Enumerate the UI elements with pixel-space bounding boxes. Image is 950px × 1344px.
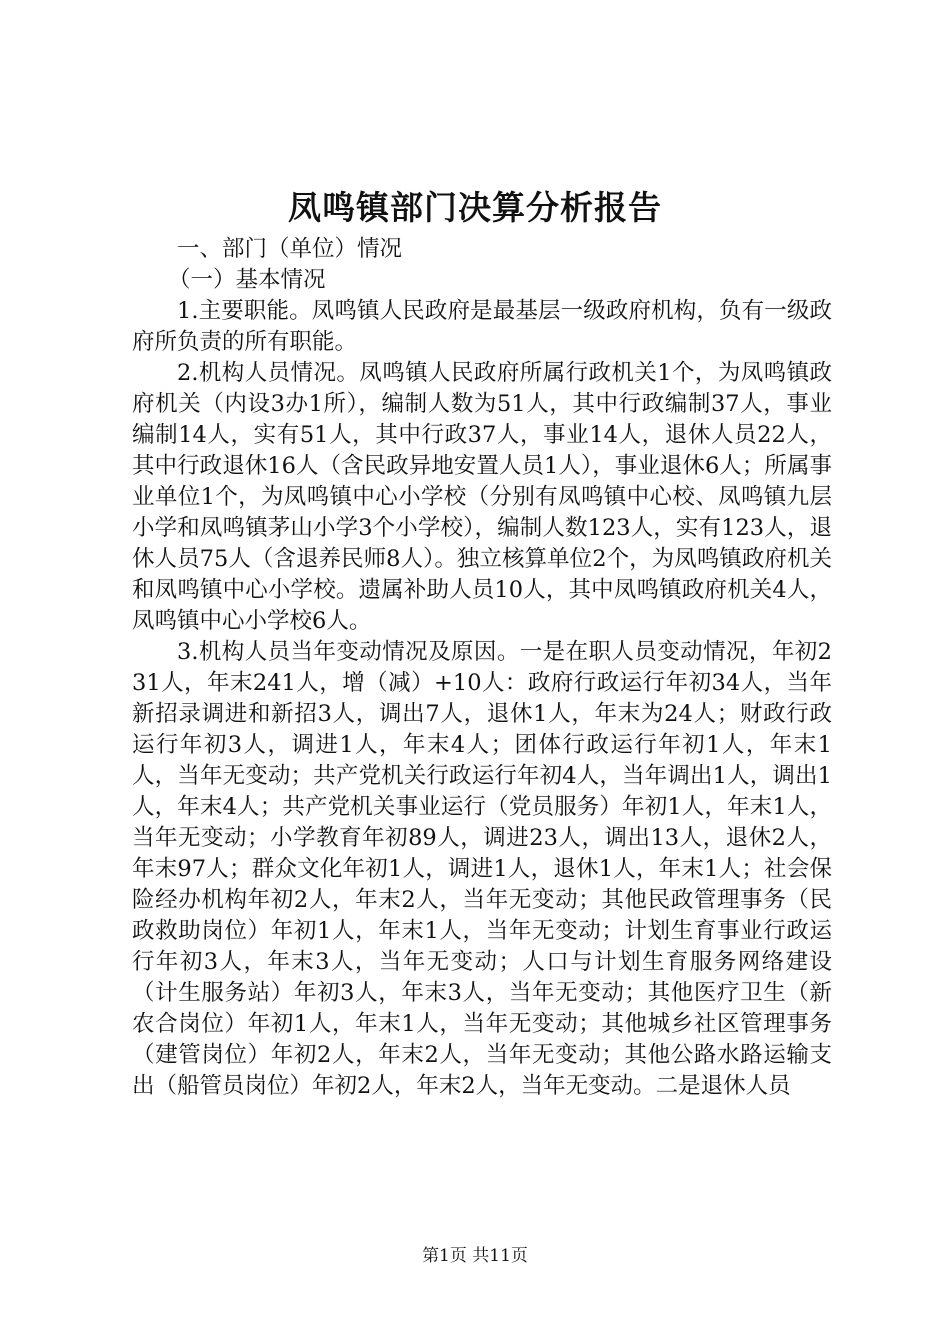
document-title: 凤鸣镇部门决算分析报告: [288, 188, 662, 227]
subsection-heading: （一）基本情况: [168, 267, 326, 293]
body-paragraph: 2.机构人员情况。凤鸣镇人民政府所属行政机关1个，为凤鸣镇政府机关（内设3办1所），编制人数为51人，其中行政编制37人，事业编制14人，实有51人，其中行政37人，事业14人，退休人员22人，其中行政退休16人（含民政异地安置人员1人），事业退休6人；所属事业单位1个，为凤鸣镇中心小学校（分别有凤鸣镇中心校、凤鸣镇九层小学和凤鸣镇茅山小学3个小学校），编制人数123人，实有123人，退休人员75人（含退养民师8人）。独立核算单位2个，为凤鸣镇政府机关和凤鸣镇中心小学校。遗属补助人员10人，其中凤鸣镇政府机关4人，凤鸣镇中心小学校6人。: [132, 360, 832, 634]
section-heading: 一、部门（单位）情况: [177, 236, 403, 262]
body-paragraph: 1.主要职能。凤鸣镇人民政府是最基层一级政府机构，负有一级政府所负责的所有职能。: [132, 298, 832, 355]
page-number-footer: 第1页 共11页: [422, 1246, 528, 1266]
document-body: [132, 234, 832, 1102]
body-paragraph: 3.机构人员当年变动情况及原因。一是在职人员变动情况，年初231人，年末241人，增（减）+10人：政府行政运行年初34人，当年新招录调进和新招3人，调出7人，退休1人，年末为24人；财政行政运行年初3人，调进1人，年末4人；团体行政运行年初1人，年末1人，当年无变动；共产党机关行政运行年初4人，当年调出1人，调出1人，年末4人；共产党机关事业运行（党员服务）年初1人，年末1人，当年无变动；小学教育年初89人，调进23人，调出13人，退休2人，年末97人；群众文化年初1人，调进1人，退休1人，年末1人；社会保险经办机构年初2人，年末2人，当年无变动；其他民政管理事务（民政救助岗位）年初1人，年末1人，当年无变动；计划生育事业行政运行年初3人，年末3人，当年无变动；人口与计划生育服务网络建设（计生服务站）年初3人，年末3人，当年无变动；其他医疗卫生（新农合岗位）年初1人，年末1人，当年无变动；其他城乡社区管理事务（建管岗位）年初2人，年末2人，当年无变动；其他公路水路运输支出（船管员岗位）年初2人，年末2人，当年无变动。二是退休人员: [132, 639, 832, 1099]
